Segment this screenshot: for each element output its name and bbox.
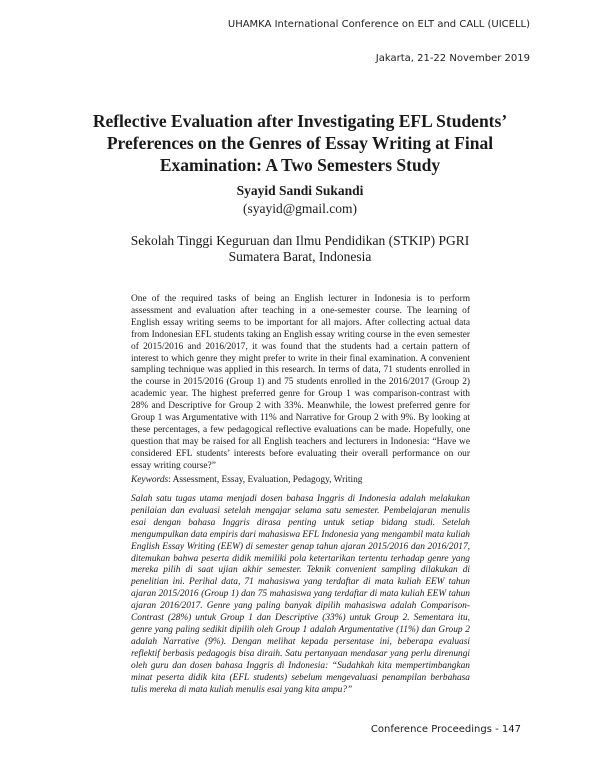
running-header-location-date: Jakarta, 21-22 November 2019 (375, 53, 530, 64)
abstract-english: One of the required tasks of being an English lecturer in Indonesia is to perform assessment and evaluation after teaching in a one-semester course. The learning of English essay writing seems to be important for all majors. After collecting actual data from Indonesian EFL students taking an English essay writing course in the even semester of 2015/2016 and 2016/2017, it was found that the students had a certain pattern of interest to which genre they might prefer to write in their final examination. A convenient sampling technique was applied in this research. In terms of data, 71 students enrolled in the course in 2015/2016 (Group 1) and 75 students enrolled in the 2016/2017 (Group 2) academic year. The highest preferred genre for Group 1 was comparison-contrast with 28% and Descriptive for Group 2 with 33%. Meanwhile, the lowest preferred genre for Group 1 was Argumentative with 11% and Narrative for Group 2 with 9%. By looking at these percentages, a few pedagogical reflective evaluations can be made. Hopefully, one question that may be raised for all English teachers and lecturers in Indonesia: “Have we considered EFL students’ interests before evaluating their overall performance on our essay writing course?” (131, 294, 470, 471)
abstract-indonesian: Salah satu tugas utama menjadi dosen bahasa Inggris di Indonesia adalah melakukan penilaian dan evaluasi setelah mengajar selama satu semester. Pembelajaran menulis esai dengan bahasa Inggris dirasa penting untuk setiap bidang studi. Setelah mengumpulkan data empiris dari mahasiswa EFL Indonesia yang mengambil mata kuliah English Essay Writing (EEW) di semester genap tahun ajaran 2015/2016 dan 2016/2017, ditemukan bahwa peserta didik memiliki pola ketertarikan tertentu terhadap genre yang mereka pilih di saat ujian akhir semester. Teknik convenient sampling dilakukan di penelitian ini. Perihal data, 71 mahasiswa yang terdaftar di mata kuliah EEW tahun ajaran 2015/2016 (Group 1) dan 75 mahasiswa yang terdaftar di mata kuliah EEW tahun ajaran 2016/2017. Genre yang paling banyak dipilih mahasiswa adalah Comparison-Contrast (28%) untuk Group 1 dan Descriptive (33%) untuk Group 2. Sementara itu, genre yang paling sedikit dipilih oleh Group 1 adalah Argumentative (11%) dan Group 2 adalah Narrative (9%). Dengan melihat kepada persentase ini, beberapa evaluasi reflektif berbasis pedagogis bisa diraih. Satu pertanyaan mendasar yang perlu direnungi oleh guru dan dosen bahasa Inggris di Indonesia: “Sudahkah kita mempertimbangkan minat peserta didik kita (EFL students) sebelum mengevaluasi penampilan berbahasa tulis mereka di mata kuliah menulis esai yang kita ampu?” (131, 494, 470, 695)
paper-title (60, 110, 540, 176)
running-header-conference: UHAMKA International Conference on ELT and CALL (UICELL) (227, 19, 530, 30)
keywords (131, 475, 470, 485)
keywords-list: : Assessment, Essay, Evaluation, Pedagogy, Writing (168, 475, 363, 485)
title-line: Examination: A Two Semesters Study (159, 155, 441, 175)
affiliation-location: Sumatera Barat, Indonesia (228, 249, 372, 264)
title-line: Preferences on the Genres of Essay Writing at Final (106, 133, 494, 153)
author-name: Syayid Sandi Sukandi (236, 183, 364, 198)
affiliation-institution: Sekolah Tinggi Keguruan dan Ilmu Pendidikan (STKIP) PGRI (130, 233, 470, 248)
title-line: Reflective Evaluation after Investigating EFL Students’ (92, 111, 508, 131)
page-footer: Conference Proceedings - 147 (370, 724, 521, 735)
keywords-label: Keywords (131, 475, 169, 485)
author-email: (syayid@gmail.com) (242, 201, 358, 216)
